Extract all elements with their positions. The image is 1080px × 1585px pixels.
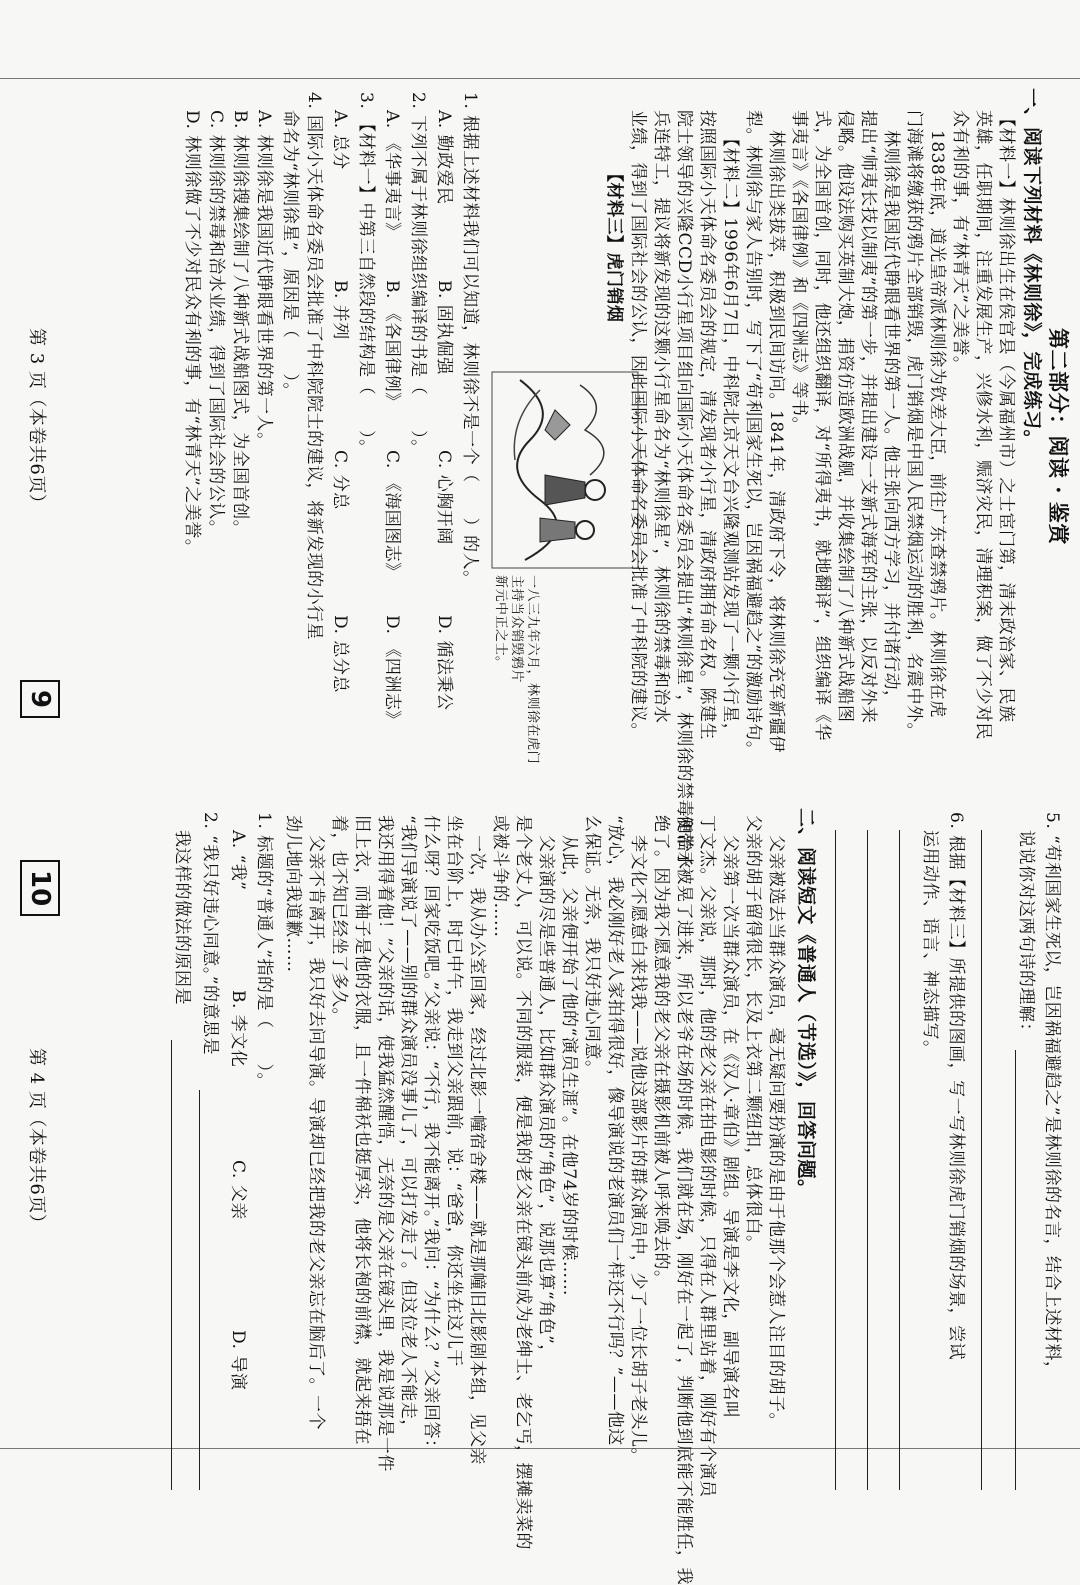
m1b-line: 门海滩将缴获的鸦片全部销毁，虎门销烟是中国人民禁烟运动的胜利，名震中外。 xyxy=(904,110,924,740)
question-2: 2. 下列不属于林则徐组织编译的书是（ ）。 xyxy=(408,92,428,457)
passage-line: 便带子被晃了进来，所以老爷在场的时候，我们就在场，刚好在一起了，判断他到底能不能胜任，我 xyxy=(674,815,694,1585)
q4-option-d: D. 林则徐做了不少对民众有利的事，有“林青天”之美誉。 xyxy=(182,110,202,557)
question-5: 5. “苟利国家生死以，岂因祸福避趋之”是林则徐的名言，结合上述材料， xyxy=(1042,812,1062,1379)
passage-line: 么保证。无奈，我只好违心同意。 xyxy=(582,815,602,1078)
question-6-cont: 运用动作、语言、神态描写。 xyxy=(920,830,940,1058)
q3-option-d: D. 总分总 xyxy=(330,615,350,693)
q4-option-b: B. 林则徐搜集绘制了八种新式战船图式，为全国首创。 xyxy=(230,110,250,538)
illustration-caption: 一八三九年六月，林则徐在虎门 xyxy=(525,575,540,765)
answer-line[interactable] xyxy=(867,830,868,1490)
passage-line: 绝了。因为我不愿意我的老父亲在摄影机前被人呼来唤去的。 xyxy=(651,815,671,1288)
m1b-line: 1838年底，道光皇帝派林则徐为钦差大臣，前往广东查禁鸦片。林则徐在虎 xyxy=(927,130,947,718)
passage-line: 着，也不知已经坐了多久。 xyxy=(329,815,349,1025)
q1-option-a: A. 勤政爱民 xyxy=(434,110,454,205)
answer-line[interactable] xyxy=(835,830,836,1490)
illustration-caption: 主持当众销毁鸦片 xyxy=(509,575,524,684)
p4-q1-option-a: A. “我” xyxy=(228,830,248,891)
m1b-line: 事夷言》《各国律例》和《四洲志》等书。 xyxy=(789,110,809,434)
question-1: 1. 根据上述材料我们可以知道，林则徐不是一个（ ）的人。 xyxy=(460,92,480,588)
passage-line: 李文化不愿意白来找我——说他这部影片的群众演员中，少了一位长胡子老头儿。 xyxy=(628,835,648,1465)
passage-line: “我们导演说了——别的群众演员没事儿了，可以打发走了。但这位老人不能走， xyxy=(398,815,418,1437)
passage-line: 旧上衣，而袖子是他的衣服，且一件棉袄也挺厚实，他将长袍的前襟，就起来捂在 xyxy=(352,815,372,1445)
q3-option-c: C. 分总 xyxy=(330,450,350,510)
question-2-1: 1. 标题的“普通人”指的是（ ）。 xyxy=(254,812,274,1091)
answer-line[interactable] xyxy=(171,1040,172,1490)
p4-q1-option-b: B. 李文化 xyxy=(228,990,248,1068)
part1-heading: 一、阅读下列材料《林则徐》，完成练习。 xyxy=(1021,88,1043,450)
passage-line: 什么呀？回家吃饭吧。”父亲说：“不行，我不能离开。”我问：“为什么？”父亲回答： xyxy=(421,815,441,1457)
passage-line: 父亲不肯离开，我只好去问导演。导演却已经把我的老父亲忘在脑后了。一个 xyxy=(306,835,326,1430)
q2-option-b: B. 《各国律例》 xyxy=(382,280,402,410)
passage-line: 父亲第一次当群众演员，在《汉人·章伯》剧组。导演是李文化，副导演名叫 xyxy=(720,835,740,1419)
q3-option-b: B. 并列 xyxy=(330,280,350,340)
passage-line: 一次，我从办公室回家，经过北影一幢宿舍楼——就是那幢旧北影剧本组，见父亲 xyxy=(467,835,487,1465)
page-number-box: 9 xyxy=(20,680,60,718)
m2-line: 【材料二】1996年6月7日，中科院北京天文台兴隆观测站发现了一颗小行星， xyxy=(720,130,740,741)
question-2-2-cont: 我这样的做法的原因是 xyxy=(172,830,192,1005)
illustration-image xyxy=(490,370,640,570)
m1b-line: 式，为全国首创，同时，他还组织翻译，对“所得夷书，就地翻译”，组织编译《华 xyxy=(812,110,832,741)
passage-line: 或被斗争的…… xyxy=(490,815,510,938)
passage-line: 父亲的胡子留得很长，长及上衣第二颗纽扣，总体很白。 xyxy=(743,815,763,1253)
section-title: 第二部分：阅读 · 鉴赏 xyxy=(1046,328,1071,545)
question-4: 4. 国际小天体命名委员会批准了中科院院士的建议，将新发现的小行星 xyxy=(304,92,324,641)
m3-heading: 【材料三】虎门销烟 xyxy=(604,165,624,323)
part2-heading: 二、阅读短文《普通人（节选）》，回答问题。 xyxy=(795,808,817,1199)
passage-line: 劲儿地向我道歉…… xyxy=(283,815,303,973)
page-footer: 第 3 页（本卷共6页） xyxy=(26,328,47,513)
m1b-line: 犁。林则徐与家人告别时，写下了“苟利国家生死以，岂因祸福避趋之”的激励诗句。 xyxy=(743,110,763,759)
m1-line: 英雄，任职期间，注重发展生产，兴修水利，赈济灾民，清理积案，做了不少对民 xyxy=(973,110,993,740)
m1b-line: 林则徐出类拔萃，积极到民间访问。1841年，清政府下令，将林则徐充军新疆伊 xyxy=(766,130,786,753)
q2-option-a: A. 《华事夷言》 xyxy=(382,110,402,240)
question-6: 6. 根据【材料三】所提供的图画，写一写林则徐虎门销烟的场景，尝试 xyxy=(946,812,966,1361)
m1-line: 众有利的事，有“林青天”之美誉。 xyxy=(950,110,970,374)
q1-option-b: B. 固执倔强 xyxy=(434,280,454,375)
q1-option-c: C. 心胸开阔 xyxy=(434,450,454,545)
q3-option-a: A. 总分 xyxy=(330,110,350,170)
m1b-line: 侵略。他设法购买英制大炮，捐资仿造欧洲战舰，并收集绘制了八种新式战船图 xyxy=(835,110,855,723)
q2-option-d: D. 《四洲志》 xyxy=(382,615,402,728)
passage-line: 丁文杰。父亲说，那时，他的老父亲在拍电影的时候，只得在人群里站着，刚好有个演员 xyxy=(697,815,717,1498)
answer-line[interactable] xyxy=(981,830,982,1490)
m1b-line: 提出“师夷长技以制夷”的第一步，并提出建设一支新式海军的主张，以反对外来 xyxy=(858,110,878,724)
p4-q1-option-c: C. 父亲 xyxy=(228,1160,248,1220)
illustration-caption: 新元中正之士。 xyxy=(493,575,508,670)
passage-line: 我还用得着他！”父亲的话，使我猛然醒悟，无奈的是父亲在镜头里，我是说那是一件 xyxy=(375,815,395,1472)
passage-line: 父亲被选去当群众演员，毫无疑问要扮演的是由于他那个会惹人注目的胡子。 xyxy=(766,835,786,1430)
answer-line[interactable] xyxy=(1015,1050,1016,1490)
q1-option-d: D. 循法秉公 xyxy=(434,615,454,711)
answer-line[interactable] xyxy=(199,1090,200,1490)
q4-option-c: C. 林则徐的禁毒和治水业绩，得到了国际社会的公认。 xyxy=(206,110,226,538)
m1b-line: 林则徐是我国近代睁眼看世界的第一人。他主张向西方学习，并付诸行动， xyxy=(881,130,901,708)
page-footer: 第 4 页（本卷共6页） xyxy=(26,1048,47,1233)
page-4 xyxy=(0,790,1080,1585)
question-4-cont: 命名为“林则徐星”，原因是（ ）。 xyxy=(280,110,300,400)
m2-line: 兵连特工，提议将新发现的这颗小行星命名为“林则徐星”，林则徐的禁毒和治水 xyxy=(651,110,671,724)
passage-line: 父亲演的尽是些普通人，比如群众演员的“角色”，说那也算“角色”， xyxy=(536,835,556,1362)
answer-line[interactable] xyxy=(899,830,900,1490)
passage-line: 从此，父亲便开始了他的“演员生涯”。在他74岁的时候…… xyxy=(559,835,579,1297)
m1-line: 【材料一】林则徐出生在侯官县（今属福州市）之士宦门第，清末政治家、民族 xyxy=(996,110,1016,723)
q4-option-a: A. 林则徐是我国近代睁眼看世界的第一人。 xyxy=(254,110,274,450)
question-5-cont: 说说你对这两句诗的理解： xyxy=(1016,830,1036,1040)
m2-line: 业绩，得到了国际社会的公认，因此国际小天体命名委员会批准了中科院的建议。 xyxy=(628,110,648,740)
q2-option-c: C. 《海国图志》 xyxy=(382,450,402,580)
page-number-box: 10 xyxy=(20,860,60,916)
question-3: 3. 【材料一】中第三自然段的结构是（ ）。 xyxy=(356,92,376,457)
m2-line: 院士领导的兴隆CCD小行星项目组向国际小天体命名委员会提出“林则徐星”，林则徐的禁毒和治水 xyxy=(674,110,694,870)
p4-q1-option-d: D. 导演 xyxy=(228,1330,248,1391)
passage-line: 坐在台阶上，时已中午，我走到父亲跟前，说：“爸爸，你还坐在这儿干 xyxy=(444,815,464,1367)
m2-line: 按照国际小天体命名委员会的规定，清发现者小行星，清政府拥有命名权。陈建生 xyxy=(697,110,717,740)
passage-line: 是个老丈人，可以说。不同的服装，便是我的老父亲在镜头前成为老绅士、老乞丐，摆摊卖菜的 xyxy=(513,815,533,1550)
question-2-2: 2. “我只好违心同意。”的意思是 xyxy=(200,812,220,1056)
passage-line: “放心，我必刚好老人家拍得很好，像导演说的老演员们一样还不行吗？”——他这 xyxy=(605,815,625,1446)
